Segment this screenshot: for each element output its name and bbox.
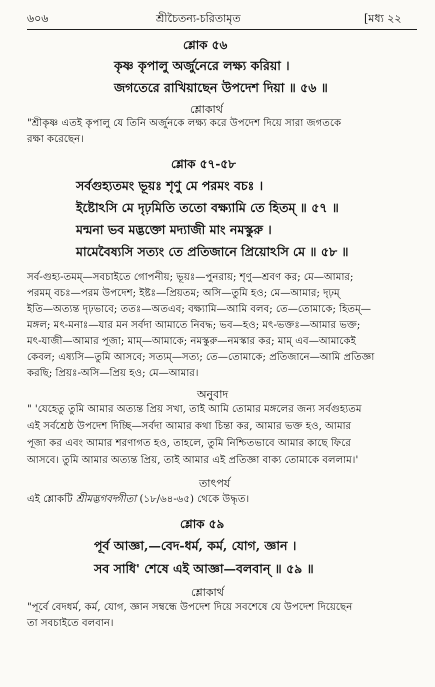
header-rule bbox=[27, 29, 417, 30]
sloka-57-58-translation-label: অনুবাদ bbox=[197, 388, 229, 401]
sloka-59-heading: শ্লোক ৫৯ bbox=[180, 517, 225, 531]
sloka-56-translation-label: শ্লোকার্থ bbox=[190, 103, 223, 116]
page-number: ৬০৬ bbox=[27, 12, 49, 25]
sloka-59-verse-line-1: পূর্ব আজ্ঞা,—বেদ-ধর্ম, কর্ম, যোগ, জ্ঞান । bbox=[94, 538, 297, 553]
sloka-59-translation-line-1: "পূর্বে বেদধর্ম, কর্ম, যোগ, জ্ঞান সম্বন্ধে উপদেশ দিয়ে সবশেষে যে উপদেশ দিয়েছেন bbox=[27, 602, 353, 613]
book-title: শ্রীচৈতন্য-চরিতামৃত bbox=[156, 12, 241, 25]
sloka-57-58-verse-line-3: মন্মনা ভব মদ্ভক্তো মদ্যাজী মাং নমস্কুরু । bbox=[76, 222, 272, 237]
sloka-59-translation-label: শ্লোকার্থ bbox=[191, 586, 224, 599]
word-meaning-line-3: ইতি—অত্যন্ত দৃঢ়ভাবে; ততঃ—অতএব; বক্ষ্যামি—আমি বলব; তে—তোমাকে; হিতম্— bbox=[27, 304, 371, 315]
word-meaning-line-2: পরমম্ বচঃ—পরম উপদেশ; ইষ্টঃ—প্রিয়তম; অসি—তুমি হও; মে—আমার; দৃঢ়ম্ bbox=[27, 288, 340, 299]
word-meaning-line-6: কেবল; এষ্যসি—তুমি আসবে; সত্যম্—সত্য; তে—তোমাকে; প্রতিজানে—আমি প্রতিজ্ঞা bbox=[27, 352, 375, 363]
sloka-57-58-heading: শ্লোক ৫৭-৫৮ bbox=[171, 157, 236, 171]
sloka-57-58-translation-line-1: " 'যেহেতু তুমি আমার অত্যন্ত প্রিয় সখা, তাই আমি তোমার মঙ্গলের জন্য সর্বগুহ্যতম bbox=[27, 404, 362, 415]
sloka-56-verse-line-2: জগতেরে রাখিয়াছেন উপদেশ দিয়া ॥ ৫৬ ॥ bbox=[114, 80, 328, 95]
purport-prefix: এই শ্লোকটি bbox=[27, 494, 76, 505]
word-meaning-line-1: সর্ব-গুহ্য-তমম্—সবচাইতে গোপনীয়; ভূয়ঃ—পুনরায়; শৃণু—শ্রবণ কর; মে—আমার; bbox=[27, 272, 354, 283]
sloka-56-translation-line-1: "শ্রীকৃষ্ণ এতই কৃপালু যে তিনি অর্জুনকে লক্ষ্য করে উপদেশ দিয়ে সারা জগতকে bbox=[27, 118, 342, 129]
word-meaning-line-7: করছি; প্রিয়ঃ-অসি—প্রিয় হও; মে—আমার। bbox=[27, 368, 199, 379]
chapter-label: [মধ্য ২২ bbox=[364, 12, 402, 25]
sloka-57-58-translation-line-4: আসবে। তুমি আমার অত্যন্ত প্রিয়, তাই আমার এই প্রতিজ্ঞা বাক্য তোমাকে বললাম।' bbox=[27, 455, 359, 466]
purport-label: তাৎপর্য bbox=[199, 477, 231, 490]
word-meaning-line-5: মৎ-যাজী—আমার পূজা; মাম্—আমাকে; নমস্কুরু—নমস্কার কর; মাম্ এব—আমাকেই bbox=[27, 336, 356, 347]
word-meaning-line-4: মঙ্গল; মৎ-মনাঃ—যার মন সর্বদা আমাতে নিবদ্ধ; ভব—হও; মৎ-ভক্তঃ—আমার ভক্ত; bbox=[27, 320, 361, 331]
sloka-57-58-verse-line-2: ইষ্টোঽসি মে দৃঢ়মিতি ততো বক্ষ্যামি তে হিতম্ ॥ ৫৭ ॥ bbox=[76, 200, 339, 215]
sloka-57-58-translation-line-2: এই সর্বশ্রেষ্ঠ উপদেশ দিচ্ছি—সর্বদা আমার কথা চিন্তা কর, আমার ভক্ত হও, আমার bbox=[27, 421, 352, 432]
purport-book-title: শ্রীমদ্ভগবদ্গীতা bbox=[75, 494, 137, 505]
sloka-59-translation-line-2: তা সবচাইতে বলবান। bbox=[27, 618, 114, 629]
sloka-56-translation-line-2: রক্ষা করেছেন। bbox=[27, 134, 84, 145]
purport-text bbox=[27, 492, 249, 509]
sloka-57-58-verse-line-4: মামেবৈষ্যসি সত্যং তে প্রতিজানে প্রিয়োঽসি মে ॥ ৫৮ ॥ bbox=[76, 244, 349, 259]
sloka-56-heading: শ্লোক ৫৬ bbox=[183, 38, 228, 52]
sloka-57-58-verse-line-1: সর্বগুহ্যতমং ভূয়ঃ শৃণু মে পরমং বচঃ । bbox=[76, 178, 264, 193]
sloka-59-verse-line-2: সব সাধি' শেষে এই আজ্ঞা—বলবান্ ॥ ৫৯ ॥ bbox=[94, 561, 314, 576]
sloka-56-verse-line-1: কৃষ্ণ কৃপালু অর্জুনেরে লক্ষ্য করিয়া । bbox=[114, 58, 290, 73]
purport-suffix: (১৮/৬৪-৬৫) থেকে উদ্ধৃত। bbox=[136, 494, 250, 505]
sloka-57-58-translation-line-3: পূজা কর এবং আমার শরণাগত হও, তাহলে, তুমি নিশ্চিতভাবে আমার কাছে ফিরে bbox=[27, 438, 351, 449]
